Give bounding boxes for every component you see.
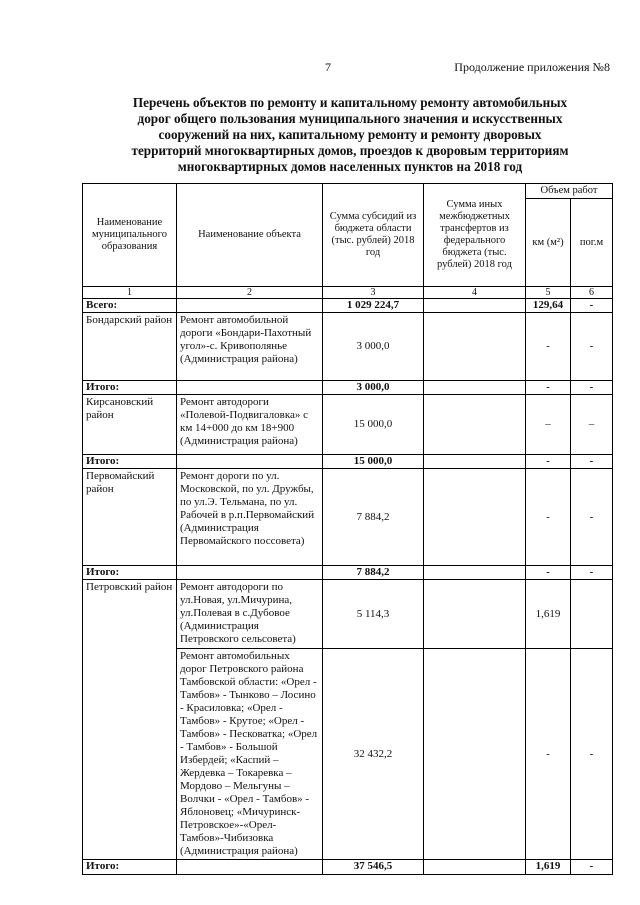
km-cell: 1,619	[526, 580, 571, 649]
objects-table	[82, 183, 613, 875]
header-transfers: Сумма иных межбюджетных трансфертов из федерального бюджета (тыс. рублей) 2018 год	[424, 184, 526, 287]
grand-total-row	[83, 299, 613, 313]
object-cell: Ремонт автомобильной дороги «Бондари-Пахотный угол»-с. Кривополянье (Администрация района)	[177, 313, 323, 381]
header-km: км (м²)	[526, 199, 571, 287]
pog-m-cell: –	[571, 395, 613, 455]
municipality-cell: Первомайский район	[83, 469, 177, 566]
km-cell: –	[526, 395, 571, 455]
pog-m-cell: -	[571, 649, 613, 860]
km-cell: -	[526, 313, 571, 381]
title-line: многоквартирных домов населенных пунктов на 2018 год	[177, 159, 523, 174]
subtotal-pog-m: -	[571, 860, 613, 875]
subtotal-row	[83, 455, 613, 469]
col-number: 6	[571, 287, 613, 299]
pog-m-cell: -	[571, 313, 613, 381]
municipality-cell: Бондарский район	[83, 313, 177, 381]
km-cell: -	[526, 469, 571, 566]
col-number: 1	[83, 287, 177, 299]
object-cell: Ремонт автодороги по ул.Новая, ул.Мичурина, ул.Полевая в с.Дубовое (Администрация Петровского сельсовета)	[177, 580, 323, 649]
object-cell: Ремонт автодороги «Полевой-Подвигаловка» с км 14+000 до км 18+900 (Администрация района)	[177, 395, 323, 455]
title-line: сооружений на них, капитальному ремонту и ремонту дворовых	[158, 127, 542, 142]
total-label: Всего:	[83, 299, 177, 313]
subtotal-subsidy: 7 884,2	[323, 566, 424, 580]
col-number: 3	[323, 287, 424, 299]
header-subsidy: Сумма субсидий из бюджета области (тыс. рублей) 2018 год	[323, 184, 424, 287]
municipality-cell: Кирсановский район	[83, 395, 177, 455]
subsidy-cell: 5 114,3	[323, 580, 424, 649]
municipality-cell: Петровский район	[83, 580, 177, 860]
subtotal-pog-m: -	[571, 566, 613, 580]
subsidy-cell: 32 432,2	[323, 649, 424, 860]
header-volume: Объем работ	[526, 184, 613, 199]
page-number: 7	[325, 60, 331, 74]
document-title	[70, 95, 630, 175]
table-row	[83, 580, 613, 649]
subtotal-row	[83, 860, 613, 875]
subtotal-km: -	[526, 381, 571, 395]
col-number: 2	[177, 287, 323, 299]
subtotal-row	[83, 566, 613, 580]
col-number: 4	[424, 287, 526, 299]
table-row	[83, 395, 613, 455]
total-pog-m: -	[571, 299, 613, 313]
total-km: 129,64	[526, 299, 571, 313]
subsidy-cell: 3 000,0	[323, 313, 424, 381]
subtotal-km: 1,619	[526, 860, 571, 875]
subtotal-label: Итого:	[83, 860, 177, 875]
header-pog-m: пог.м	[571, 199, 613, 287]
subtotal-row	[83, 381, 613, 395]
table-row	[83, 469, 613, 566]
pog-m-cell	[571, 580, 613, 649]
subtotal-subsidy: 15 000,0	[323, 455, 424, 469]
subsidy-cell: 7 884,2	[323, 469, 424, 566]
subtotal-label: Итого:	[83, 566, 177, 580]
total-subsidy: 1 029 224,7	[323, 299, 424, 313]
title-line: территорий многоквартирных домов, проездов к дворовым территориям	[131, 143, 569, 158]
subtotal-pog-m: -	[571, 381, 613, 395]
subtotal-km: -	[526, 455, 571, 469]
object-cell: Ремонт автомобильных дорог Петровского района Тамбовской области: «Орел - Тамбов» - Тынково – Лосино - Красиловка; «Орел - Тамбов» - Крутое; «Орел - Тамбов» - Песковатка; «Орел - Тамбов» - Большой Избердей; «Каспий – Жердевка – Токаревка – Мордово – Мельгуны – Волчки - «Орел - Тамбов» - Яблоновец; «Мичуринск-Петровское»-«Орел-Тамбов»-Чибизовка (Администрация района)	[177, 649, 323, 860]
subtotal-pog-m: -	[571, 455, 613, 469]
table-row	[83, 313, 613, 381]
col-number: 5	[526, 287, 571, 299]
header-object: Наименование объекта	[177, 184, 323, 287]
km-cell: -	[526, 649, 571, 860]
subtotal-subsidy: 3 000,0	[323, 381, 424, 395]
subsidy-cell: 15 000,0	[323, 395, 424, 455]
title-line: Перечень объектов по ремонту и капитальному ремонту автомобильных	[132, 95, 568, 110]
header-municipality: Наименование муниципального образования	[83, 184, 177, 287]
subtotal-km: -	[526, 566, 571, 580]
pog-m-cell: -	[571, 469, 613, 566]
subtotal-label: Итого:	[83, 381, 177, 395]
subtotal-label: Итого:	[83, 455, 177, 469]
subtotal-subsidy: 37 546,5	[323, 860, 424, 875]
title-line: дорог общего пользования муниципального значения и искусственных	[137, 111, 563, 126]
appendix-label: Продолжение приложения №8	[454, 60, 610, 74]
object-cell: Ремонт дороги по ул. Московской, по ул. Дружбы, по ул.Э. Тельмана, по ул. Рабочей в р.п.Первомайский (Администрация Первомайского поссовета)	[177, 469, 323, 566]
